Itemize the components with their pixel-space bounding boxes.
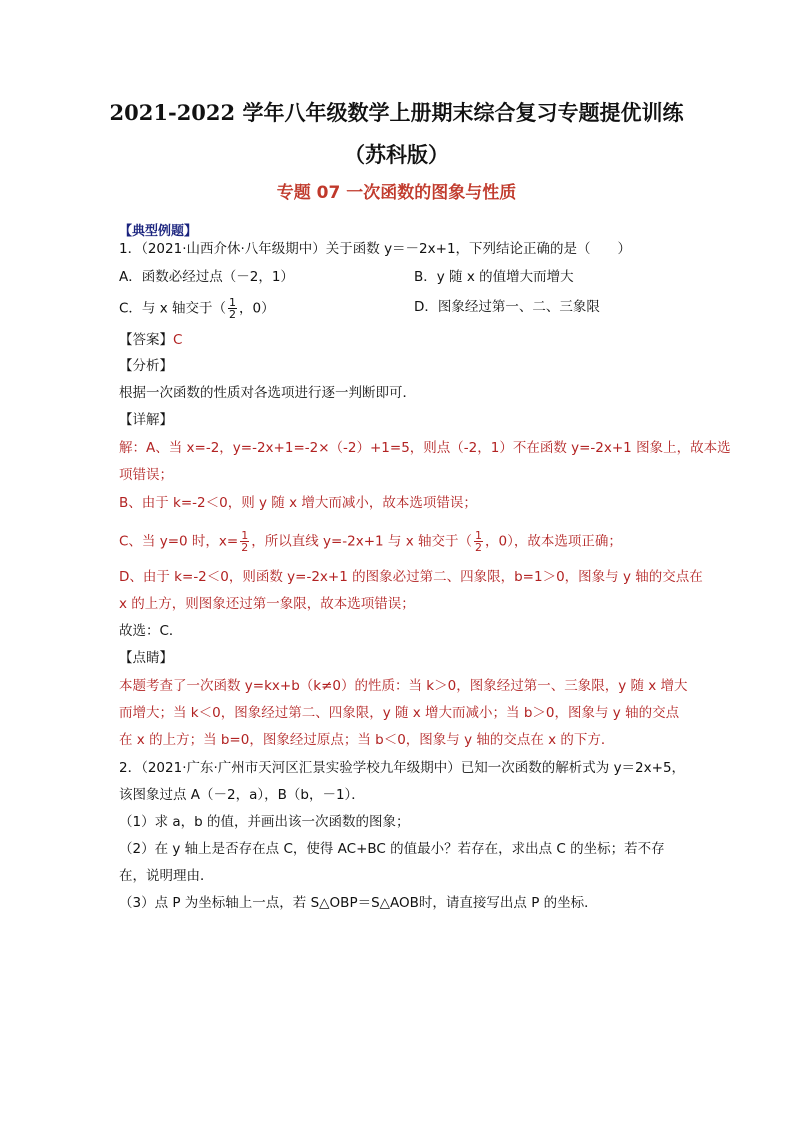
q1-option-c-suffix: ，0） (239, 300, 275, 317)
q1-option-c-fraction (228, 297, 237, 320)
detail-c-suffix: ，0），故本选项正确； (485, 533, 622, 550)
answer-value: C (173, 332, 183, 348)
fraction-numerator: 1 (241, 529, 249, 542)
detail-a-line2: 项错误； (119, 467, 173, 483)
section-tag: 【典型例题】 (119, 224, 198, 239)
q2-stem-line2: 该图象过点 A（－2，a），B（b，－1）． (119, 787, 365, 803)
q1-option-c-prefix: C．与 x 轴交于（ (119, 300, 226, 317)
q2-stem-line1: 2．（2021·广东·广州市天河区汇景实验学校九年级期中）已知一次函数的解析式为 y＝2x+5， (119, 760, 686, 776)
detail-a-line1: 解：A、当 x=-2，y=-2x+1=-2×（-2）+1=5，则点（-2，1）不在函数 y=-2x+1 图象上，故本选 (119, 440, 731, 456)
fraction-denominator: 2 (229, 308, 236, 321)
choose-answer: 故选：C． (119, 623, 183, 639)
fraction-denominator: 2 (475, 541, 483, 554)
detail-c-fraction-2 (474, 530, 483, 553)
detail-d-line2: x 的上方，则图象还过第一象限，故本选项错误； (119, 596, 415, 612)
comment-tag: 【点睛】 (119, 650, 173, 666)
q2-part3: （3）点 P 为坐标轴上一点，若 S△OBP＝S△AOB时，请直接写出点 P 的坐标． (119, 895, 598, 911)
comment-line1: 本题考查了一次函数 y=kx+b（k≠0）的性质：当 k＞0，图象经过第一、三象限，y 随 x 增大 (119, 678, 688, 694)
q1-stem: 1．（2021·山西介休·八年级期中）关于函数 y＝－2x+1，下列结论正确的是（ ） (119, 241, 632, 257)
fraction-numerator: 1 (475, 529, 483, 542)
analysis-text: 根据一次函数的性质对各选项进行逐一判断即可． (119, 385, 416, 401)
detail-tag: 【详解】 (119, 412, 173, 428)
detail-b: B、由于 k=-2＜0，则 y 随 x 增大而减小，故本选项错误； (119, 495, 477, 511)
fraction-numerator: 1 (229, 296, 236, 309)
document-subtitle: （苏科版） (344, 142, 449, 167)
q2-part2-line2: 在，说明理由． (119, 868, 214, 884)
detail-d-line1: D、由于 k=-2＜0，则函数 y=-2x+1 的图象必过第二、四象限，b=1＞0，图象与 y 轴的交点在 (119, 569, 703, 585)
answer-tag: 【答案】 (119, 332, 173, 348)
topic-title: 专题 07 一次函数的图象与性质 (276, 183, 517, 203)
detail-c-middle: ，所以直线 y=-2x+1 与 x 轴交于（ (251, 533, 473, 550)
comment-line2: 而增大；当 k＜0，图象经过第二、四象限，y 随 x 增大而减小；当 b＞0，图象与 y 轴的交点 (119, 705, 680, 721)
q2-part1: （1）求 a，b 的值，并画出该一次函数的图象； (119, 814, 410, 830)
q1-answer (119, 330, 679, 350)
fraction-denominator: 2 (241, 541, 249, 554)
q1-option-a: A．函数必经过点（－2，1） (119, 269, 294, 285)
detail-c-fraction (240, 530, 249, 553)
q1-option-b: B．y 随 x 的值增大而增大 (414, 269, 574, 285)
detail-c-prefix: C、当 y=0 时，x= (119, 533, 239, 550)
q2-part2-line1: （2）在 y 轴上是否存在点 C，使得 AC+BC 的值最小？若存在，求出点 C 的坐标；若不存 (119, 841, 665, 857)
q1-option-d: D．图象经过第一、二、三象限 (414, 299, 600, 315)
detail-c (119, 530, 679, 553)
document-title: 2021-2022 学年八年级数学上册期末综合复习专题提优训练 (109, 100, 684, 125)
comment-line3: 在 x 的上方；当 b=0，图象经过原点；当 b＜0，图象与 y 轴的交点在 x 的下方． (119, 732, 615, 748)
analysis-tag: 【分析】 (119, 358, 173, 374)
